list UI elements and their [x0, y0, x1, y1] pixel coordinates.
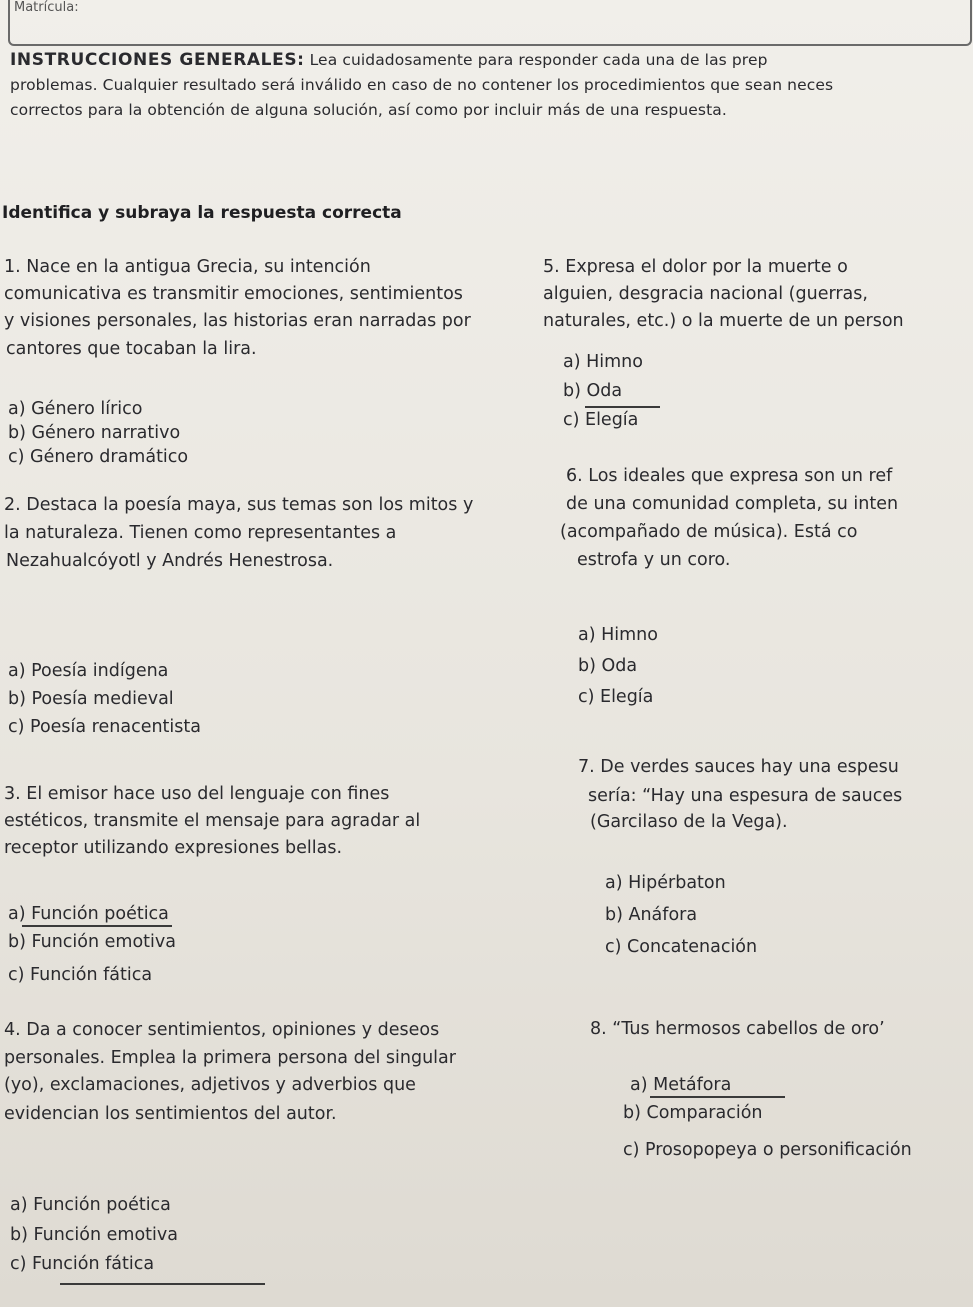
q5-option-c[interactable]: c) Elegía — [563, 410, 639, 430]
q8-option-b[interactable]: b) Comparación — [623, 1103, 763, 1123]
q1-option-b[interactable]: b) Género narrativo — [8, 423, 181, 443]
q4-line2: personales. Emplea la primera persona del singular — [4, 1048, 456, 1068]
q6-line3: (acompañado de música). Está co — [560, 522, 858, 542]
q4-option-c[interactable]: c) Función fática — [10, 1254, 155, 1274]
q1-line1: 1. Nace en la antigua Grecia, su intención — [4, 257, 371, 277]
q2-line1: 2. Destaca la poesía maya, sus temas son los mitos y — [4, 495, 474, 515]
q7-option-b[interactable]: b) Anáfora — [605, 905, 698, 925]
q5-line2: alguien, desgracia nacional (guerras, — [543, 284, 868, 304]
q8-option-a[interactable]: a) Metáfora — [630, 1075, 732, 1095]
q7-line3: (Garcilaso de la Vega). — [590, 812, 788, 832]
q8-option-c[interactable]: c) Prosopopeya o personificación — [623, 1140, 912, 1160]
q8-answer-underline — [650, 1096, 785, 1098]
q7-option-a[interactable]: a) Hipérbaton — [605, 873, 726, 893]
q2-option-b[interactable]: b) Poesía medieval — [8, 689, 174, 709]
q6-line2: de una comunidad completa, su inten — [566, 494, 899, 514]
q5-line3: naturales, etc.) o la muerte de un person — [543, 311, 904, 331]
q3-option-c[interactable]: c) Función fática — [8, 965, 153, 985]
instructions-line3: correctos para la obtención de alguna solución, así como por incluir más de una respuesta. — [10, 101, 727, 119]
q3-answer-underline — [22, 925, 172, 927]
q5-option-a[interactable]: a) Himno — [563, 352, 643, 372]
q3-option-b[interactable]: b) Función emotiva — [8, 932, 176, 952]
q7-line2: sería: “Hay una espesura de sauces — [588, 786, 903, 806]
q1-option-c[interactable]: c) Género dramático — [8, 447, 189, 467]
section-title: Identifica y subraya la respuesta correcta — [2, 203, 402, 223]
q3-option-a[interactable]: a) Función poética — [8, 904, 169, 924]
q7-option-c[interactable]: c) Concatenación — [605, 937, 758, 957]
q1-line2: comunicativa es transmitir emociones, sentimientos — [4, 284, 463, 304]
q4-line3: (yo), exclamaciones, adjetivos y adverbios que — [4, 1075, 416, 1095]
q6-option-a[interactable]: a) Himno — [578, 625, 658, 645]
q8-line1: 8. “Tus hermosos cabellos de oro’ — [590, 1019, 885, 1039]
q2-line2: la naturaleza. Tienen como representantes a — [4, 523, 397, 543]
q1-option-a[interactable]: a) Género lírico — [8, 399, 143, 419]
q4-answer-underline — [60, 1283, 265, 1285]
q5-line1: 5. Expresa el dolor por la muerte o — [543, 257, 848, 277]
q3-line3: receptor utilizando expresiones bellas. — [4, 838, 343, 858]
q1-line3: y visiones personales, las historias eran narradas por — [4, 311, 471, 331]
instructions-title: INSTRUCCIONES GENERALES: — [10, 50, 305, 70]
instructions-line2: problemas. Cualquier resultado será inválido en caso de no contener los procedimientos que sean neces — [10, 76, 834, 94]
q6-line1: 6. Los ideales que expresa son un ref — [566, 466, 893, 486]
q4-line4: evidencian los sentimientos del autor. — [4, 1104, 337, 1124]
matricula-box — [8, 0, 972, 46]
q4-option-b[interactable]: b) Función emotiva — [10, 1225, 178, 1245]
q2-option-c[interactable]: c) Poesía renacentista — [8, 717, 201, 737]
matricula-label: Matrícula: — [14, 0, 79, 15]
q6-option-c[interactable]: c) Elegía — [578, 687, 654, 707]
q3-line2: estéticos, transmite el mensaje para agradar al — [4, 811, 421, 831]
q2-line3: Nezahualcóyotl y Andrés Henestrosa. — [6, 551, 334, 571]
q2-option-a[interactable]: a) Poesía indígena — [8, 661, 169, 681]
q6-line4: estrofa y un coro. — [577, 550, 731, 570]
q4-option-a[interactable]: a) Función poética — [10, 1195, 171, 1215]
q4-line1: 4. Da a conocer sentimientos, opiniones y deseos — [4, 1020, 440, 1040]
q7-line1: 7. De verdes sauces hay una espesu — [578, 757, 899, 777]
q3-line1: 3. El emisor hace uso del lenguaje con fines — [4, 784, 390, 804]
q5-answer-underline — [585, 406, 660, 408]
q5-option-b[interactable]: b) Oda — [563, 381, 623, 401]
instructions-text-1: Lea cuidadosamente para responder cada una de las prep — [309, 51, 768, 69]
q6-option-b[interactable]: b) Oda — [578, 656, 638, 676]
q1-line4: cantores que tocaban la lira. — [6, 339, 257, 359]
instructions-line1 — [10, 50, 768, 70]
